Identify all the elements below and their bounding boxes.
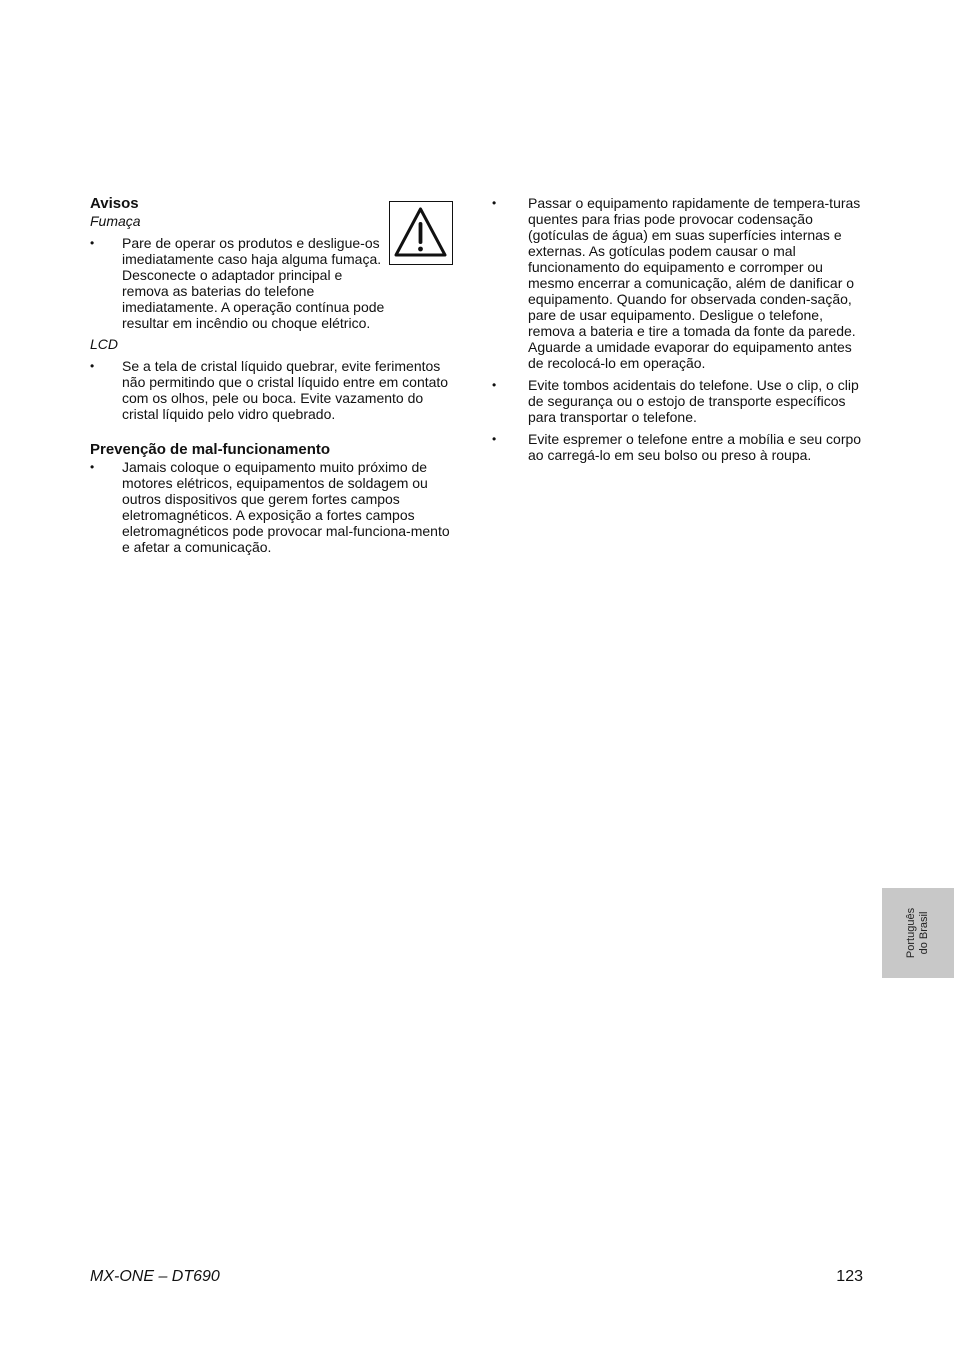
prevencao-text: Jamais coloque o equipamento muito próximo de motores elétricos, equipamentos de soldagem ou outros dispositivos que gerem fortes campos eletromagnéticos. A exposição a fortes campos eletromagnéticos pode provocar mal-funciona-mento e afetar a comunicação. — [122, 459, 450, 555]
lcd-text: Se a tela de cristal líquido quebrar, evite ferimentos não permitindo que o cristal líquido entre em contato com os olhos, pele ou boca. Evite vazamento do cristal líquido pelo vidro quebrado. — [122, 358, 449, 422]
list-item — [492, 195, 864, 371]
list-item — [492, 377, 864, 425]
bullet: • — [492, 432, 497, 446]
left-column — [90, 195, 458, 560]
condensacao-text: Passar o equipamento rapidamente de tempera-turas quentes para frias pode provocar codensação (gotículas de água) em suas superfícies internas e externas. As gotículas podem causar o mal funcionamento do equipamento e corromper ou mesmo encerrar a comunicação, além de danificar o equipamento. Quando for observada conden-sação, pare de usar equipamento. Desligue o telefone, remova a bateria e tire a tomada da fonte da parede. Aguarde a umidade evaporar do equipamento antes de recolocá-lo em operação. — [528, 195, 861, 371]
language-tab — [882, 888, 954, 978]
right-list — [492, 195, 864, 463]
lcd-list — [90, 358, 458, 422]
bullet: • — [492, 378, 497, 392]
lcd-label: LCD — [90, 336, 119, 352]
list-item — [90, 235, 458, 331]
prevencao-list — [90, 459, 458, 555]
tombos-text: Evite tombos acidentais do telefone. Use o clip, o clip de segurança ou o estojo de transporte específicos para transportar o telefone. — [528, 377, 859, 425]
bullet: • — [492, 196, 497, 210]
bullet: • — [90, 359, 95, 373]
list-item — [492, 431, 864, 463]
language-tab-line2: do Brasil — [918, 911, 930, 955]
bullet: • — [90, 236, 95, 250]
list-item — [90, 459, 458, 555]
footer-page-number: 123 — [836, 1268, 863, 1285]
espremer-text: Evite espremer o telefone entre a mobília e seu corpo ao carregá-lo em seu bolso ou preso à roupa. — [528, 431, 862, 463]
bullet: • — [90, 460, 95, 474]
language-tab-label — [905, 908, 931, 958]
fumaca-list — [90, 235, 458, 331]
prevencao-heading: Prevenção de mal-funcionamento — [90, 441, 331, 458]
footer-doc-title: MX-ONE – DT690 — [90, 1268, 220, 1285]
language-tab-line1: Português — [905, 907, 917, 959]
fumaca-text: Pare de operar os produtos e desligue-os imediatamente caso haja alguma fumaça. Desconecte o adaptador principal e remova as baterias do telefone imediatamente. A operação contínua pode resultar em incêndio ou choque elétrico. — [122, 235, 385, 331]
list-item — [90, 358, 458, 422]
avisos-heading: Avisos — [90, 195, 139, 212]
fumaca-label: Fumaça — [90, 213, 141, 229]
right-column — [492, 195, 864, 469]
